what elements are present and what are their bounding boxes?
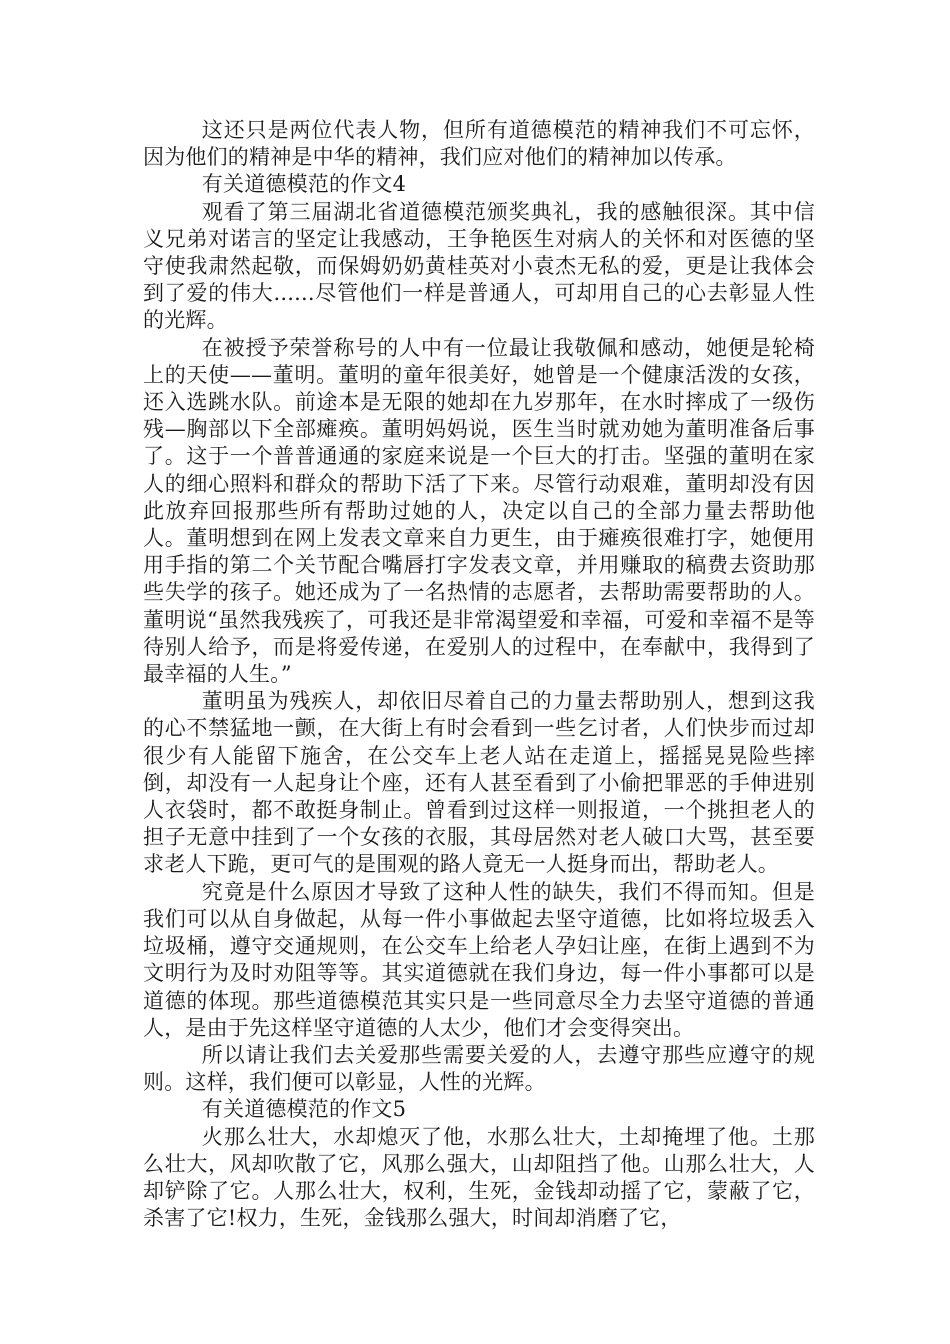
paragraph: 所以请让我们去关爱那些需要关爱的人，去遵守那些应遵守的规则。这样，我们便可以彰显，人性的光辉。 [143,1042,815,1095]
paragraph: 这还只是两位代表人物，但所有道德模范的精神我们不可忘怀，因为他们的精神是中华的精神，我们应对他们的精神加以传承。 [143,118,815,170]
paragraph: 火那么壮大，水却熄灭了他，水那么壮大，土却掩埋了他。土那么壮大，风却吹散了它，风那么强大，山却阻挡了他。山那么壮大，人却铲除了它。人那么壮大，权利，生死，金钱却动摇了它，蒙蔽了它，杀害了它!权力，生死，金钱那么强大，时间却消磨了它， [143,1124,815,1231]
section-heading: 有关道德模范的作文4 [201,172,407,197]
paragraph: 在被授予荣誉称号的人中有一位最让我敬佩和感动，她便是轮椅上的天使——董明。董明的童年很美好，她曾是一个健康活泼的女孩，还入选跳水队。前途本是无限的她却在九岁那年，在水时摔成了一级伤残—胸部以下全部瘫痪。董明妈妈说，医生当时就劝她为董明准备后事了。这于一个普普通通的家庭来说是一个巨大的打击。坚强的董明在家人的细心照料和群众的帮助下活了下来。尽管行动艰难，董明却没有因此放弃回报那些所有帮助过她的人，决定以自己的全部力量去帮助他人。董明想到在网上发表文章来自力更生，由于瘫痪很难打字，她便用用手指的第二个关节配合嘴唇打字发表文章，并用赚取的稿费去资助那些失学的孩子。她还成为了一名热情的志愿者，去帮助需要帮助的人。董明说“虽然我残疾了，可我还是非常渴望爱和幸福，可爱和幸福不是等待别人给予，而是将爱传递，在爱别人的过程中，在奉献中，我得到了最幸福的人生。” [143,335,815,687]
section-heading: 有关道德模范的作文5 [201,1097,407,1122]
document-page [143,117,815,1232]
paragraph: 究竟是什么原因才导致了这种人性的缺失，我们不得而知。但是我们可以从自身做起，从每一件小事做起去坚守道德，比如将垃圾丢入垃圾桶，遵守交通规则，在公交车上给老人孕妇让座，在街上遇到不为文明行为及时劝阻等等。其实道德就在我们身边，每一件小事都可以是道德的体现。那些道德模范其实只是一些同意尽全力去坚守道德的普通人，是由于先这样坚守道德的人太少，他们才会变得突出。 [143,879,815,1040]
paragraph: 董明虽为残疾人，却依旧尽着自己的力量去帮助别人，想到这我的心不禁猛地一颤，在大街上有时会看到一些乞讨者，人们快步而过却很少有人能留下施舍，在公交车上老人站在走道上，摇摇晃晃险些摔倒，却没有一人起身让个座，还有人甚至看到了小偷把罪恶的手伸进别人衣袋时，都不敢挺身制止。曾看到过这样一则报道，一个挑担老人的担子无意中挂到了一个女孩的衣服，其母居然对老人破口大骂，甚至要求老人下跪，更可气的是围观的路人竟无一人挺身而出，帮助老人。 [143,689,815,877]
paragraph: 观看了第三届湖北省道德模范颁奖典礼，我的感触很深。其中信义兄弟对诺言的坚定让我感动，王争艳医生对病人的关怀和对医德的坚守使我肃然起敬，而保姆奶奶黄桂英对小袁杰无私的爱，更是让我体会到了爱的伟大......尽管他们一样是普通人，可却用自己的心去彰显人性的光辉。 [143,199,815,333]
